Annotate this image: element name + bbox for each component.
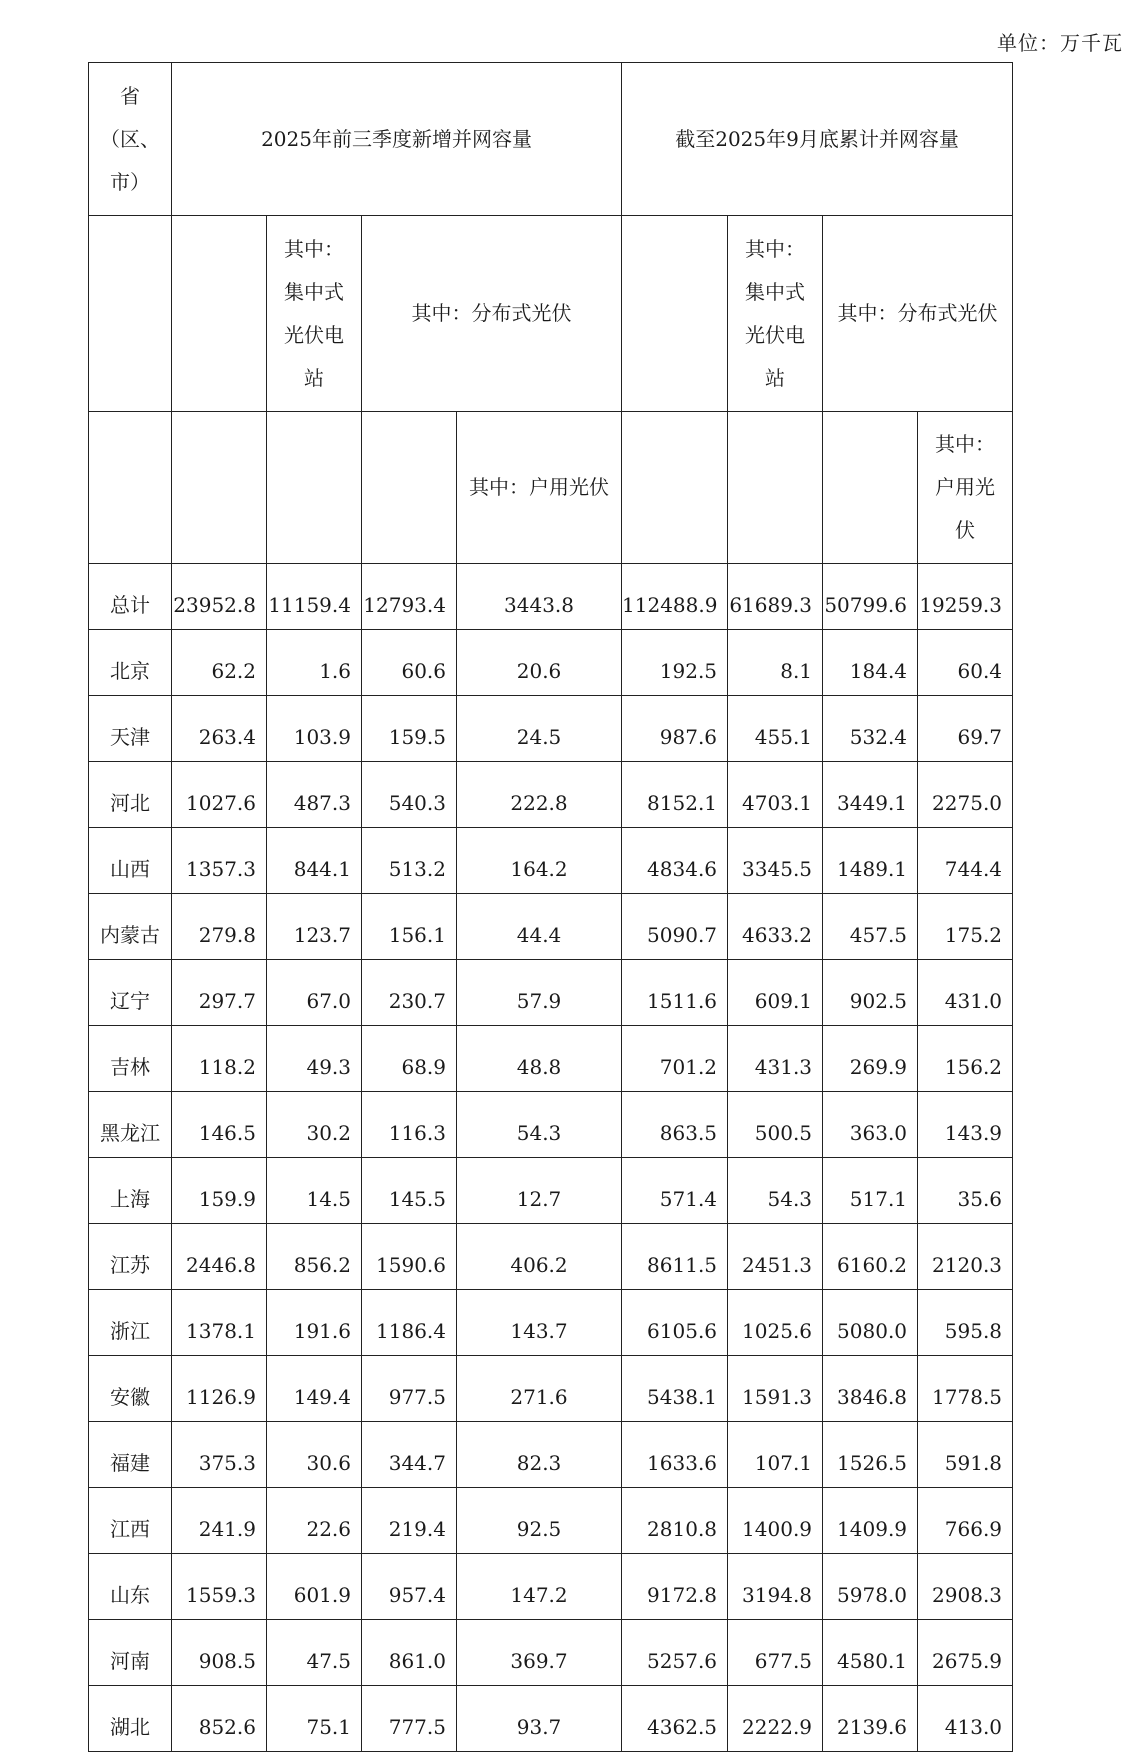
value-cell: 297.7 [172, 960, 267, 1026]
value-cell: 500.5 [728, 1092, 823, 1158]
header-line: 伏 [955, 518, 976, 542]
value-cell: 271.6 [457, 1356, 622, 1422]
value-cell: 279.8 [172, 894, 267, 960]
value-cell: 175.2 [918, 894, 1013, 960]
value-cell: 2908.3 [918, 1554, 1013, 1620]
value-cell: 413.0 [918, 1686, 1013, 1752]
value-cell: 2275.0 [918, 762, 1013, 828]
value-cell: 5438.1 [622, 1356, 728, 1422]
header-line: 其中： [284, 236, 344, 261]
value-cell: 62.2 [172, 630, 267, 696]
value-cell: 23952.8 [172, 564, 267, 630]
value-cell: 54.3 [728, 1158, 823, 1224]
value-cell: 571.4 [622, 1158, 728, 1224]
value-cell: 230.7 [362, 960, 457, 1026]
value-cell: 6160.2 [823, 1224, 918, 1290]
value-cell: 164.2 [457, 828, 622, 894]
value-cell: 67.0 [267, 960, 362, 1026]
value-cell: 30.2 [267, 1092, 362, 1158]
value-cell: 191.6 [267, 1290, 362, 1356]
value-cell: 75.1 [267, 1686, 362, 1752]
value-cell: 92.5 [457, 1488, 622, 1554]
table-row [89, 1224, 1013, 1290]
value-cell: 54.3 [457, 1092, 622, 1158]
value-cell: 5257.6 [622, 1620, 728, 1686]
distributed-header-cum: 其中：分布式光伏 [823, 216, 1013, 412]
value-cell: 5978.0 [823, 1554, 918, 1620]
value-cell: 2139.6 [823, 1686, 918, 1752]
empty-cell [622, 412, 728, 564]
value-cell: 406.2 [457, 1224, 622, 1290]
value-cell: 457.5 [823, 894, 918, 960]
value-cell: 766.9 [918, 1488, 1013, 1554]
value-cell: 3846.8 [823, 1356, 918, 1422]
empty-cell [172, 412, 267, 564]
new-capacity-header: 2025年前三季度新增并网容量 [172, 63, 622, 216]
value-cell: 344.7 [362, 1422, 457, 1488]
empty-cell [362, 412, 457, 564]
table-row [89, 1092, 1013, 1158]
value-cell: 1489.1 [823, 828, 918, 894]
value-cell: 269.9 [823, 1026, 918, 1092]
empty-cell [89, 216, 172, 412]
province-name: 浙江 [89, 1290, 172, 1356]
province-header-line: 省 [120, 83, 140, 108]
value-cell: 1025.6 [728, 1290, 823, 1356]
value-cell: 68.9 [362, 1026, 457, 1092]
value-cell: 93.7 [457, 1686, 622, 1752]
header-line: 其中： [745, 236, 806, 261]
value-cell: 107.1 [728, 1422, 823, 1488]
value-cell: 4834.6 [622, 828, 728, 894]
unit-label: 单位：万千瓦 [997, 31, 1123, 55]
value-cell: 9172.8 [622, 1554, 728, 1620]
value-cell: 591.8 [918, 1422, 1013, 1488]
value-cell: 2222.9 [728, 1686, 823, 1752]
value-cell: 12.7 [457, 1158, 622, 1224]
value-cell: 1778.5 [918, 1356, 1013, 1422]
value-cell: 513.2 [362, 828, 457, 894]
province-name: 吉林 [89, 1026, 172, 1092]
value-cell: 156.2 [918, 1026, 1013, 1092]
header-row-1 [89, 63, 1013, 216]
value-cell: 677.5 [728, 1620, 823, 1686]
table-row [89, 1026, 1013, 1092]
value-cell: 1.6 [267, 630, 362, 696]
value-cell: 146.5 [172, 1092, 267, 1158]
value-cell: 2451.3 [728, 1224, 823, 1290]
value-cell: 1409.9 [823, 1488, 918, 1554]
value-cell: 3194.8 [728, 1554, 823, 1620]
value-cell: 1186.4 [362, 1290, 457, 1356]
total-row [89, 564, 1013, 630]
value-cell: 2446.8 [172, 1224, 267, 1290]
header-row-3 [89, 412, 1013, 564]
value-cell: 431.0 [918, 960, 1013, 1026]
province-name: 山东 [89, 1554, 172, 1620]
value-cell: 143.9 [918, 1092, 1013, 1158]
province-name: 黑龙江 [89, 1092, 172, 1158]
value-cell: 863.5 [622, 1092, 728, 1158]
value-cell: 455.1 [728, 696, 823, 762]
value-cell: 1400.9 [728, 1488, 823, 1554]
value-cell: 977.5 [362, 1356, 457, 1422]
province-name: 安徽 [89, 1356, 172, 1422]
value-cell: 143.7 [457, 1290, 622, 1356]
value-cell: 24.5 [457, 696, 622, 762]
table-row [89, 1686, 1013, 1752]
cumulative-capacity-header: 截至2025年9月底累计并网容量 [622, 63, 1013, 216]
value-cell: 116.3 [362, 1092, 457, 1158]
value-cell: 1591.3 [728, 1356, 823, 1422]
table-row [89, 1290, 1013, 1356]
province-header-line: （区、 [100, 126, 160, 151]
value-cell: 540.3 [362, 762, 457, 828]
value-cell: 35.6 [918, 1158, 1013, 1224]
province-name: 江苏 [89, 1224, 172, 1290]
table-row [89, 1356, 1013, 1422]
value-cell: 61689.3 [728, 564, 823, 630]
value-cell: 145.5 [362, 1158, 457, 1224]
value-cell: 4362.5 [622, 1686, 728, 1752]
value-cell: 103.9 [267, 696, 362, 762]
province-header-line: 市） [110, 169, 150, 194]
value-cell: 987.6 [622, 696, 728, 762]
value-cell: 375.3 [172, 1422, 267, 1488]
capacity-table [88, 62, 1013, 1752]
table-body [89, 63, 1013, 1752]
value-cell: 82.3 [457, 1422, 622, 1488]
value-cell: 48.8 [457, 1026, 622, 1092]
value-cell: 19259.3 [918, 564, 1013, 630]
value-cell: 1357.3 [172, 828, 267, 894]
value-cell: 517.1 [823, 1158, 918, 1224]
value-cell: 1590.6 [362, 1224, 457, 1290]
value-cell: 908.5 [172, 1620, 267, 1686]
household-header-new: 其中：户用光伏 [457, 412, 622, 564]
header-line: 站 [304, 365, 324, 390]
province-name: 北京 [89, 630, 172, 696]
value-cell: 6105.6 [622, 1290, 728, 1356]
value-cell: 369.7 [457, 1620, 622, 1686]
table-row [89, 762, 1013, 828]
value-cell: 1559.3 [172, 1554, 267, 1620]
centralized-header-new [267, 216, 362, 412]
province-name: 辽宁 [89, 960, 172, 1026]
value-cell: 861.0 [362, 1620, 457, 1686]
table-row [89, 894, 1013, 960]
header-row-2 [89, 216, 1013, 412]
value-cell: 4703.1 [728, 762, 823, 828]
value-cell: 3449.1 [823, 762, 918, 828]
province-name: 河南 [89, 1620, 172, 1686]
value-cell: 532.4 [823, 696, 918, 762]
value-cell: 118.2 [172, 1026, 267, 1092]
value-cell: 112488.9 [622, 564, 728, 630]
table-row [89, 1554, 1013, 1620]
value-cell: 701.2 [622, 1026, 728, 1092]
header-line: 站 [765, 365, 786, 390]
value-cell: 363.0 [823, 1092, 918, 1158]
centralized-header-cum [728, 216, 823, 412]
province-name: 河北 [89, 762, 172, 828]
value-cell: 12793.4 [362, 564, 457, 630]
value-cell: 902.5 [823, 960, 918, 1026]
value-cell: 3345.5 [728, 828, 823, 894]
value-cell: 601.9 [267, 1554, 362, 1620]
value-cell: 11159.4 [267, 564, 362, 630]
value-cell: 60.6 [362, 630, 457, 696]
province-name: 总计 [89, 564, 172, 630]
value-cell: 431.3 [728, 1026, 823, 1092]
value-cell: 222.8 [457, 762, 622, 828]
value-cell: 4580.1 [823, 1620, 918, 1686]
value-cell: 5080.0 [823, 1290, 918, 1356]
province-name: 福建 [89, 1422, 172, 1488]
value-cell: 595.8 [918, 1290, 1013, 1356]
value-cell: 1027.6 [172, 762, 267, 828]
value-cell: 2120.3 [918, 1224, 1013, 1290]
value-cell: 8152.1 [622, 762, 728, 828]
value-cell: 844.1 [267, 828, 362, 894]
province-name: 江西 [89, 1488, 172, 1554]
value-cell: 852.6 [172, 1686, 267, 1752]
value-cell: 123.7 [267, 894, 362, 960]
household-header-cum [918, 412, 1013, 564]
empty-cell [172, 216, 267, 412]
province-name: 山西 [89, 828, 172, 894]
table-row [89, 828, 1013, 894]
value-cell: 147.2 [457, 1554, 622, 1620]
value-cell: 4633.2 [728, 894, 823, 960]
value-cell: 1526.5 [823, 1422, 918, 1488]
empty-cell [89, 412, 172, 564]
value-cell: 44.4 [457, 894, 622, 960]
value-cell: 219.4 [362, 1488, 457, 1554]
value-cell: 1511.6 [622, 960, 728, 1026]
distributed-header-new: 其中：分布式光伏 [362, 216, 622, 412]
value-cell: 50799.6 [823, 564, 918, 630]
province-name: 内蒙古 [89, 894, 172, 960]
value-cell: 20.6 [457, 630, 622, 696]
empty-cell [267, 412, 362, 564]
province-name: 天津 [89, 696, 172, 762]
value-cell: 184.4 [823, 630, 918, 696]
table-row [89, 1422, 1013, 1488]
value-cell: 60.4 [918, 630, 1013, 696]
value-cell: 2675.9 [918, 1620, 1013, 1686]
value-cell: 609.1 [728, 960, 823, 1026]
header-line: 集中式 [745, 279, 806, 304]
value-cell: 3443.8 [457, 564, 622, 630]
value-cell: 49.3 [267, 1026, 362, 1092]
table-row [89, 960, 1013, 1026]
value-cell: 8.1 [728, 630, 823, 696]
header-line: 集中式 [284, 279, 344, 304]
value-cell: 487.3 [267, 762, 362, 828]
value-cell: 22.6 [267, 1488, 362, 1554]
header-line: 光伏电 [284, 322, 344, 347]
value-cell: 957.4 [362, 1554, 457, 1620]
value-cell: 159.9 [172, 1158, 267, 1224]
province-header [89, 63, 172, 216]
header-line: 其中： [935, 432, 996, 456]
value-cell: 159.5 [362, 696, 457, 762]
value-cell: 8611.5 [622, 1224, 728, 1290]
value-cell: 1633.6 [622, 1422, 728, 1488]
value-cell: 856.2 [267, 1224, 362, 1290]
value-cell: 241.9 [172, 1488, 267, 1554]
value-cell: 744.4 [918, 828, 1013, 894]
value-cell: 47.5 [267, 1620, 362, 1686]
value-cell: 5090.7 [622, 894, 728, 960]
value-cell: 777.5 [362, 1686, 457, 1752]
value-cell: 57.9 [457, 960, 622, 1026]
value-cell: 149.4 [267, 1356, 362, 1422]
value-cell: 2810.8 [622, 1488, 728, 1554]
empty-cell [823, 412, 918, 564]
header-line: 户用光 [935, 475, 996, 499]
value-cell: 14.5 [267, 1158, 362, 1224]
table-row [89, 630, 1013, 696]
table-row [89, 1620, 1013, 1686]
province-name: 湖北 [89, 1686, 172, 1752]
value-cell: 30.6 [267, 1422, 362, 1488]
table-row [89, 1158, 1013, 1224]
value-cell: 263.4 [172, 696, 267, 762]
table-row [89, 696, 1013, 762]
header-line: 光伏电 [745, 322, 806, 347]
empty-cell [728, 412, 823, 564]
value-cell: 1126.9 [172, 1356, 267, 1422]
table-row [89, 1488, 1013, 1554]
value-cell: 192.5 [622, 630, 728, 696]
province-name: 上海 [89, 1158, 172, 1224]
empty-cell [622, 216, 728, 412]
value-cell: 1378.1 [172, 1290, 267, 1356]
value-cell: 156.1 [362, 894, 457, 960]
value-cell: 69.7 [918, 696, 1013, 762]
